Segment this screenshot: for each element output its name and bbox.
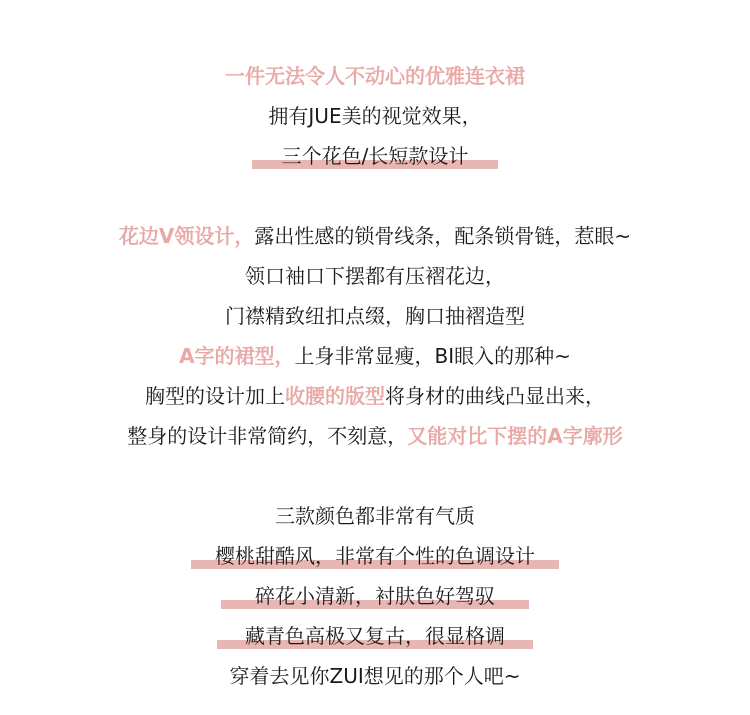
skirt-line bbox=[0, 342, 750, 370]
highlighted-phrase bbox=[252, 142, 499, 170]
highlighted-phrase bbox=[191, 542, 559, 570]
closing-line bbox=[0, 662, 750, 690]
skirt-text: 上身非常显瘦，BI眼入的那种~ bbox=[294, 344, 571, 368]
collar-accent: 花边V领设计， bbox=[118, 224, 255, 248]
headline-text: 一件无法令人不动心的优雅连衣裙 bbox=[225, 64, 525, 88]
button-text: 门襟精致纽扣点缀，胸口抽褶造型 bbox=[225, 304, 525, 328]
headline bbox=[0, 62, 750, 90]
silhouette-accent: 又能对比下摆的A字廓形 bbox=[407, 424, 623, 448]
collar-line bbox=[0, 222, 750, 250]
ruffle-line bbox=[0, 262, 750, 290]
silhouette-line bbox=[0, 422, 750, 450]
navy-text: 藏青色高极又复古，很显格调 bbox=[245, 624, 505, 648]
intro-text: 拥有JUE美的视觉效果， bbox=[268, 104, 482, 128]
button-line bbox=[0, 302, 750, 330]
cherry-text: 樱桃甜酷风，非常有个性的色调设计 bbox=[215, 544, 535, 568]
intro-line bbox=[0, 102, 750, 130]
closing-text: 穿着去见你ZUI想见的那个人吧~ bbox=[229, 664, 521, 688]
design-variants-line bbox=[0, 142, 750, 170]
silhouette-pre: 整身的设计非常简约，不刻意， bbox=[127, 424, 408, 448]
floral-text: 碎花小清新，衬肤色好驾驭 bbox=[255, 584, 495, 608]
waist-post: 将身材的曲线凸显出来， bbox=[385, 384, 605, 408]
colors-intro-line bbox=[0, 502, 750, 530]
ruffle-text: 领口袖口下摆都有压褶花边， bbox=[245, 264, 505, 288]
waist-pre: 胸型的设计加上 bbox=[145, 384, 285, 408]
floral-line bbox=[0, 582, 750, 610]
waist-line bbox=[0, 382, 750, 410]
colors-intro-text: 三款颜色都非常有气质 bbox=[275, 504, 475, 528]
navy-line bbox=[0, 622, 750, 650]
design-variants-text: 三个花色/长短款设计 bbox=[281, 144, 469, 168]
skirt-accent: A字的裙型， bbox=[179, 344, 295, 368]
highlighted-phrase bbox=[217, 622, 533, 650]
highlighted-phrase bbox=[221, 582, 529, 610]
waist-accent: 收腰的版型 bbox=[285, 384, 385, 408]
collar-text: 露出性感的锁骨线条，配条锁骨链，惹眼~ bbox=[254, 224, 632, 248]
cherry-line bbox=[0, 542, 750, 570]
